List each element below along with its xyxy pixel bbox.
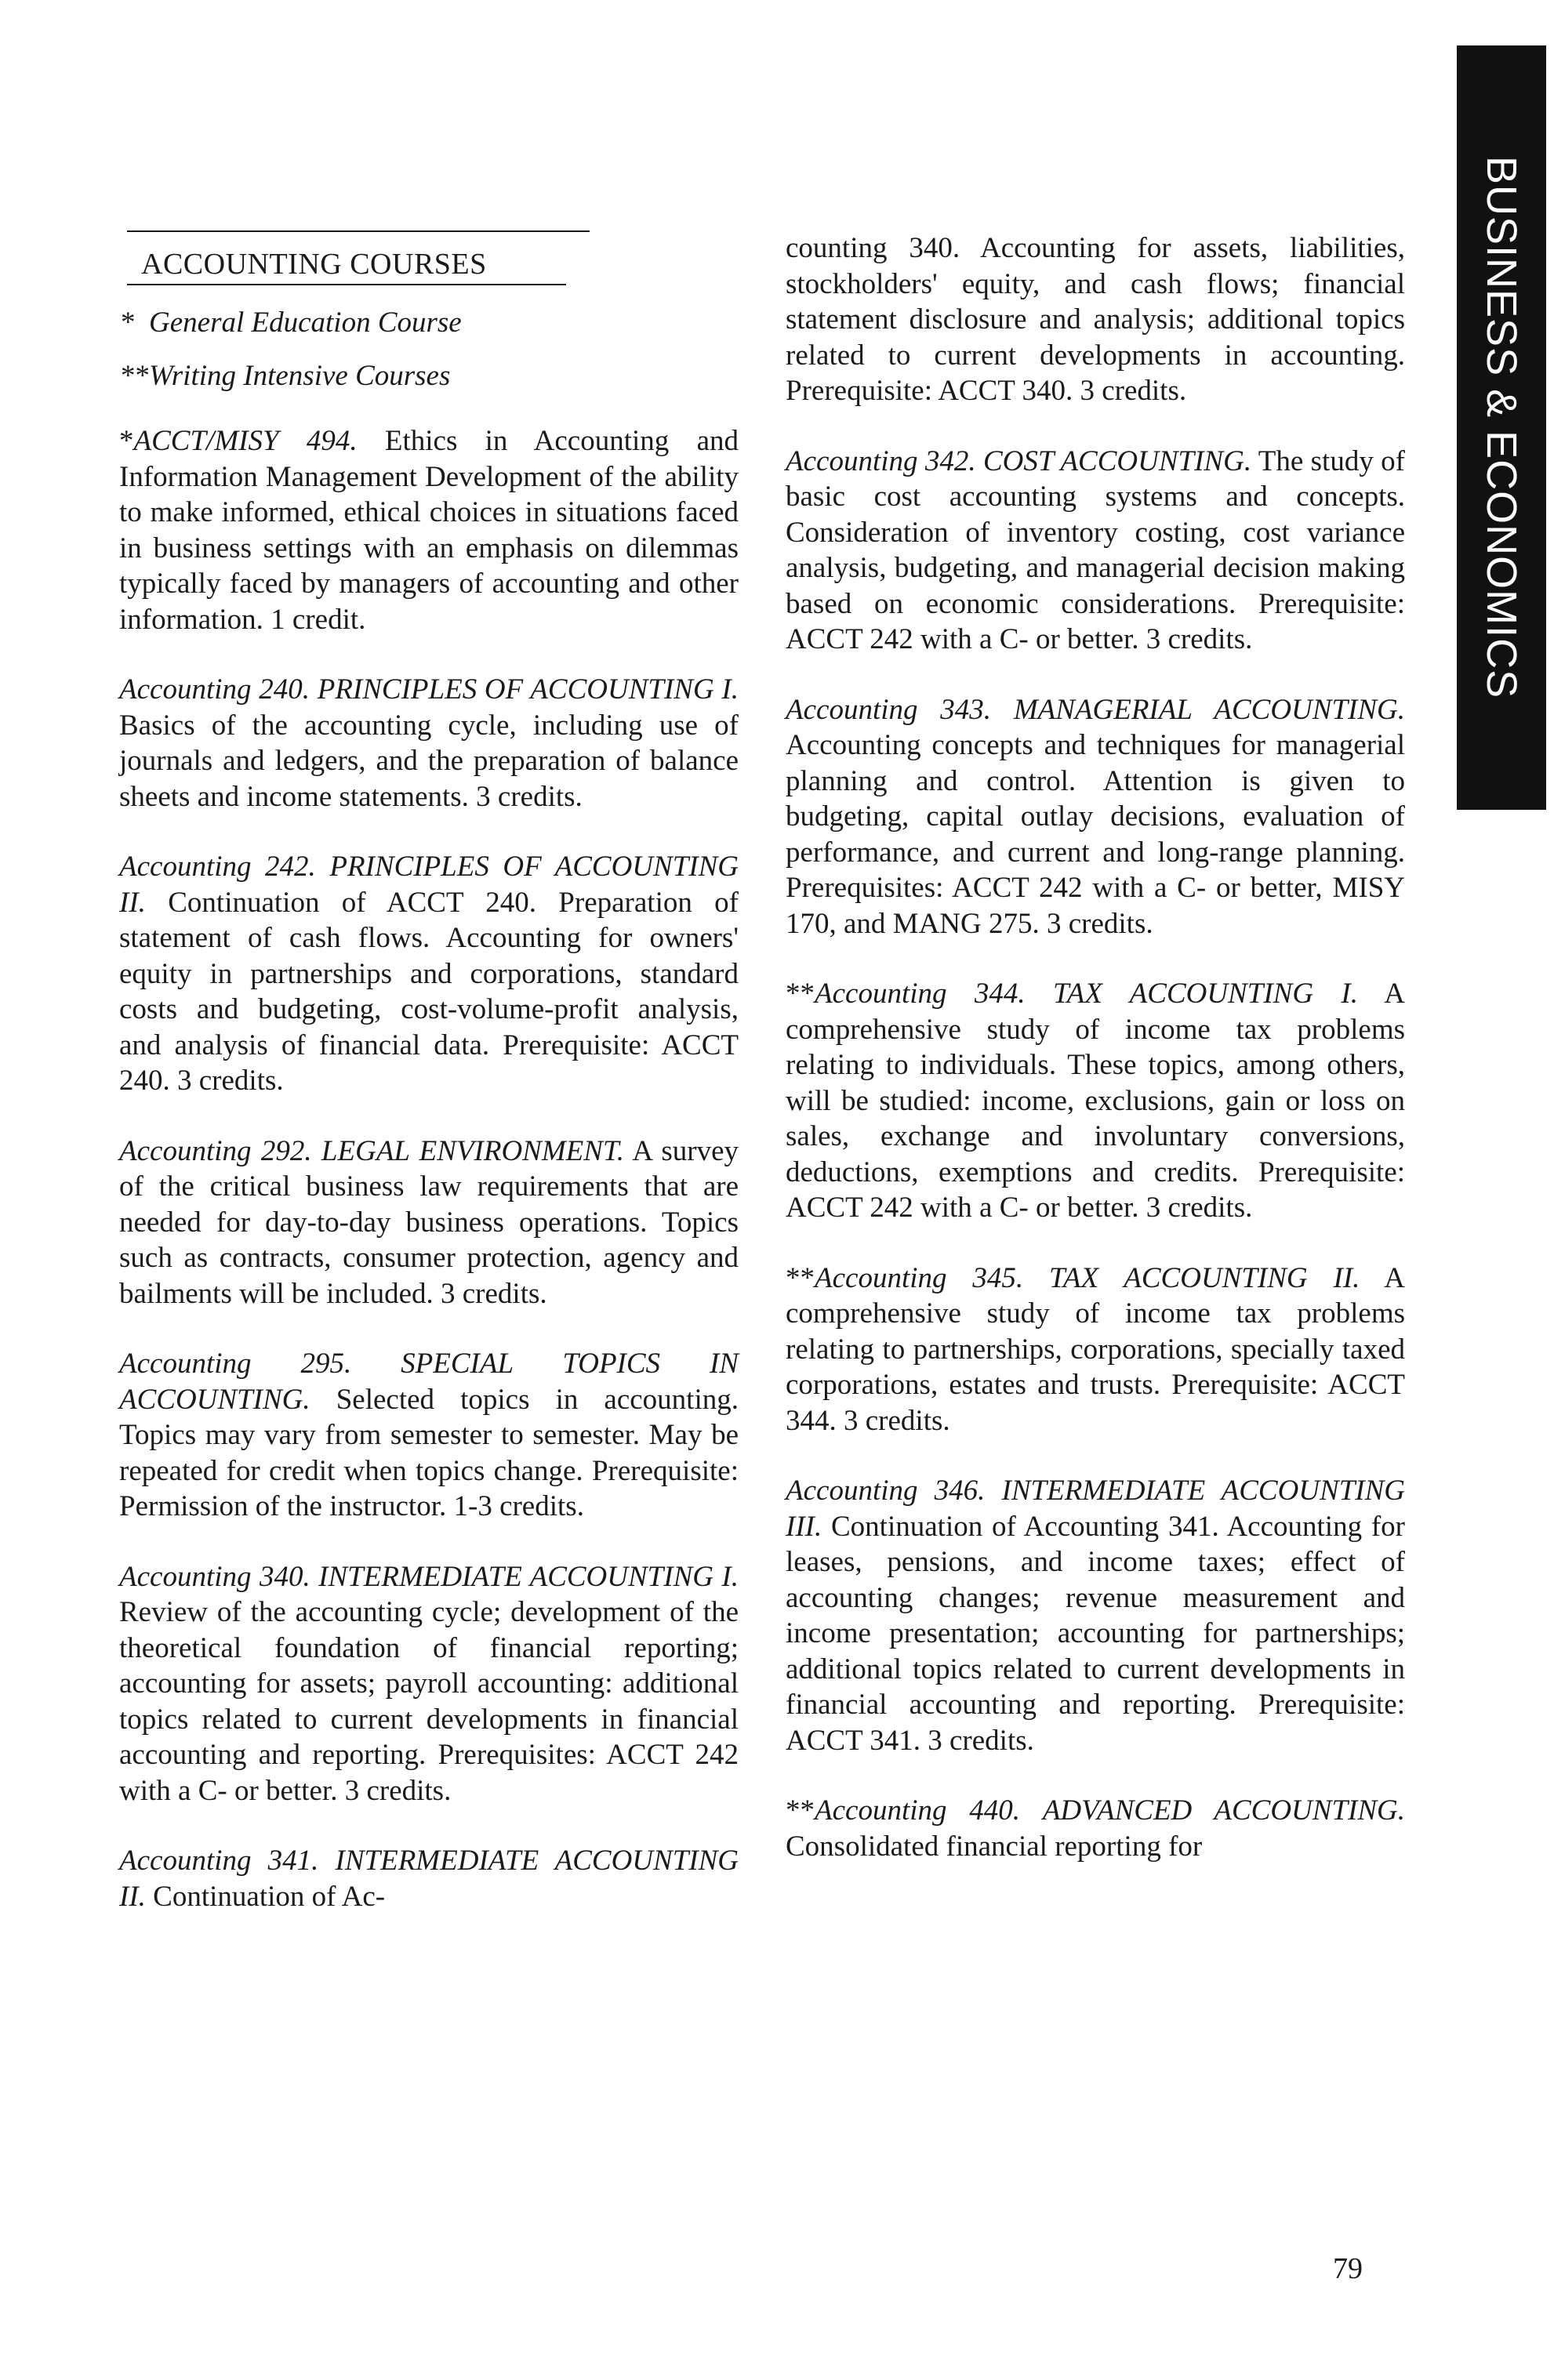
course-title: INTERMEDIATE ACCOUNTING II. (119, 1845, 739, 1913)
course-description: Ethics in Accounting and Information Management Development of the ability to make informed, ethical choices in situations faced in business settings with an emphasis on dilemmas typically faced by managers of accounting and other information. 1 credit. (119, 425, 739, 636)
course-entry-acct-440 (786, 1793, 1405, 1864)
course-number: ACCT/MISY 494. (133, 425, 358, 457)
legend-mark: ** (121, 360, 150, 392)
course-number: Accounting 341. (119, 1845, 319, 1877)
course-title: INTERMEDIATE ACCOUNTING I. (318, 1560, 739, 1593)
course-number: Accounting 343. (786, 693, 992, 726)
course-number: Accounting 344. (815, 978, 1026, 1010)
course-number: Accounting 345. (815, 1261, 1024, 1294)
course-mark: ** (786, 1794, 815, 1827)
course-description: Accounting concepts and techniques for managerial planning and control. Attention is given to budgeting, capital outlay decisions, evaluation of performance, and current and long-range planning. Prerequisites: ACCT 242 with a C- or better, MISY 170, and MANG 275. 3 credits. (786, 729, 1405, 940)
course-entry-acct-346 (786, 1473, 1405, 1758)
course-description: Review of the accounting cycle; development of the theoretical foundation of financial reporting; accounting for assets; payroll accounting: additional topics related to current developments in financial accounting and reporting. Prerequisites: ACCT 242 with a C- or better. 3 credits. (119, 1596, 739, 1807)
course-entry-acct-240 (119, 672, 739, 814)
course-description: Continuation of Accounting 341. Accounting for leases, pensions, and income taxes; effect of accounting changes; revenue measurement and income presentation; accounting for partnerships; additional topics related to current developments in financial accounting and reporting. Prerequisite: ACCT 341. 3 credits. (786, 1510, 1405, 1757)
course-title: LEGAL ENVIRONMENT. (321, 1134, 625, 1167)
legend-text: Writing Intensive Courses (149, 360, 451, 392)
legend-item-writing-intensive (121, 350, 739, 403)
left-column (119, 230, 739, 1949)
course-entry-acct-345 (786, 1261, 1405, 1439)
course-entry-acct-242 (119, 849, 739, 1099)
course-description: Selected topics in accounting. Topics may vary from semester to semester. May be repeated for credit when topics change. Prerequisite: Permission of the instructor. 1-3 credits. (119, 1383, 739, 1522)
course-description: Basics of the accounting cycle, including use of journals and ledgers, and the preparation of balance sheets and income statements. 3 credits. (119, 709, 739, 813)
course-entry-acct-340 (119, 1559, 739, 1809)
course-title: PRINCIPLES OF ACCOUNTING II. (119, 851, 739, 919)
course-description: counting 340. Accounting for assets, liabilities, stockholders' equity, and cash flows; financial statement disclosure and analysis; additional topics related to current developments in accounting. Prerequisite: ACCT 340. 3 credits. (786, 232, 1405, 407)
course-description: The study of basic cost accounting systems and concepts. Consideration of inventory costing, cost variance analysis, budgeting, and managerial decision making based on economic considerations. Prerequisite: ACCT 242 with a C- or better. 3 credits. (786, 444, 1406, 655)
course-description: A comprehensive study of income tax problems relating to individuals. These topics, among others, will be studied: income, exclusions, gain or loss on sales, exchange and involuntary conversions, deductions, exemptions and credits. Prerequisite: ACCT 242 with a C- or better. 3 credits. (786, 978, 1405, 1224)
course-description: A comprehensive study of income tax problems relating to partnerships, corporations, specially taxed corporations, estates and trusts. Prerequisite: ACCT 344. 3 credits. (786, 1261, 1405, 1437)
course-title: PRINCIPLES OF ACCOUNTING I. (317, 673, 739, 706)
course-number: Accounting 292. (119, 1134, 312, 1167)
course-entry-acct-343 (786, 692, 1405, 942)
course-title: MANAGERIAL ACCOUNTING. (1013, 693, 1405, 726)
course-title: COST ACCOUNTING. (982, 444, 1252, 477)
course-entry-acct-344 (786, 976, 1405, 1226)
course-number: Accounting 340. (119, 1560, 310, 1593)
course-number: Accounting 342. (786, 444, 976, 477)
header-rule-bottom (127, 284, 566, 285)
course-number: Accounting 440. (815, 1794, 1021, 1827)
course-entry-acct-341 (119, 1843, 739, 1914)
course-title: ADVANCED ACCOUNTING. (1042, 1794, 1405, 1827)
course-mark: * (119, 425, 134, 457)
course-description: Continuation of Ac- (153, 1880, 386, 1913)
course-title: SPECIAL TOPICS IN ACCOUNTING. (119, 1348, 739, 1416)
course-entry-acct-295 (119, 1346, 739, 1525)
course-description: A survey of the critical business law requirements that are needed for day-to-day business operations. Topics such as contracts, consumer protection, agency and bailments will be included. 3 credits. (119, 1134, 739, 1310)
section-header (127, 230, 590, 285)
course-entry-acct-292 (119, 1134, 739, 1312)
legend (121, 296, 739, 403)
legend-text: General Education Course (149, 307, 462, 339)
course-entry-acct-misy-494 (119, 423, 739, 637)
course-number: Accounting 240. (119, 673, 310, 706)
legend-item-general-education (121, 296, 739, 350)
course-description: Continuation of ACCT 240. Preparation of statement of cash flows. Accounting for owners' equity in partnerships and corporations, standard costs and budgeting, cost-volume-profit analysis, and analysis of financial data. Prerequisite: ACCT 240. 3 credits. (119, 886, 739, 1097)
course-number: Accounting 295. (119, 1348, 352, 1380)
section-title: ACCOUNTING COURSES (141, 248, 487, 281)
course-title: TAX ACCOUNTING I. (1052, 978, 1358, 1010)
course-entry-acct-342 (786, 444, 1405, 658)
course-mark: ** (786, 978, 815, 1010)
section-side-tab-label: BUSINESS & ECONOMICS (1478, 156, 1525, 699)
course-description: Consolidated financial reporting for (786, 1830, 1203, 1863)
course-title: INTERMEDIATE ACCOUNTING III. (786, 1475, 1405, 1543)
page-number: 79 (1333, 2252, 1363, 2285)
course-mark: ** (786, 1261, 815, 1294)
section-side-tab (1457, 45, 1546, 810)
legend-mark: * (121, 307, 136, 339)
course-number: Accounting 242. (119, 851, 316, 883)
course-entry-acct-341-continued (786, 230, 1405, 409)
course-title: TAX ACCOUNTING II. (1049, 1261, 1360, 1294)
course-number: Accounting 346. (786, 1475, 986, 1507)
right-column (786, 230, 1405, 1899)
